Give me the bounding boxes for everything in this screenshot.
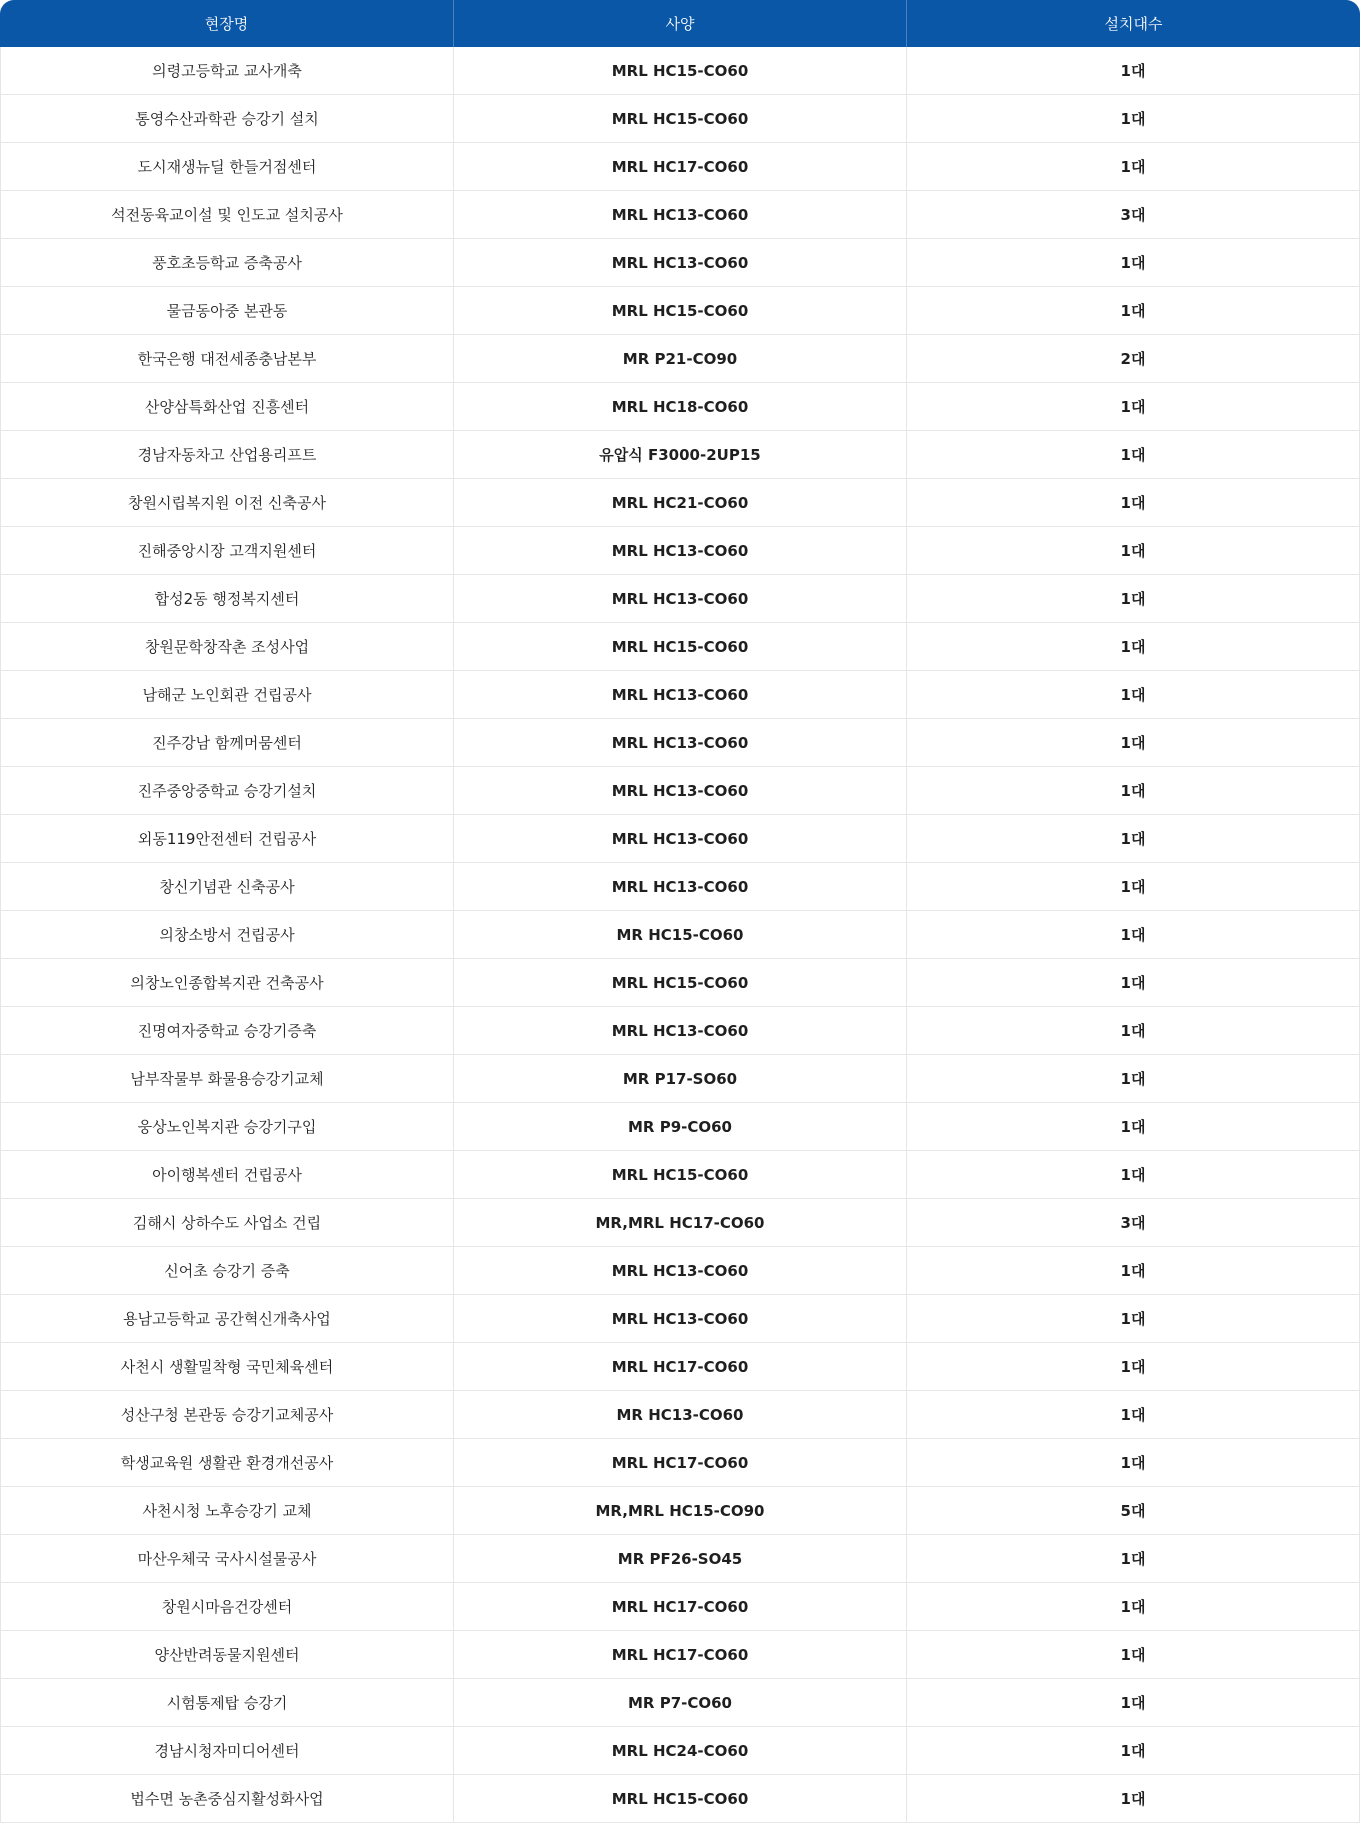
spec-cell: MRL HC13-CO60 [454, 1247, 907, 1295]
site-name-cell: 법수면 농촌중심지활성화사업 [0, 1775, 454, 1823]
table-row [0, 1343, 1360, 1391]
install-count-cell: 1대 [907, 1007, 1360, 1055]
site-name-cell: 시험통제탑 승강기 [0, 1679, 454, 1727]
site-name-cell: 의창소방서 건립공사 [0, 911, 454, 959]
site-name-cell: 창원시마음건강센터 [0, 1583, 454, 1631]
spec-cell: MRL HC17-CO60 [454, 1343, 907, 1391]
site-name-cell: 합성2동 행정복지센터 [0, 575, 454, 623]
spec-cell: MR,MRL HC15-CO90 [454, 1487, 907, 1535]
table-row [0, 815, 1360, 863]
install-count-cell: 1대 [907, 1583, 1360, 1631]
site-name-cell: 남해군 노인회관 건립공사 [0, 671, 454, 719]
table-row [0, 335, 1360, 383]
table-header [0, 0, 1360, 47]
site-name-cell: 석전동육교이설 및 인도교 설치공사 [0, 191, 454, 239]
table-row [0, 911, 1360, 959]
install-count-cell: 1대 [907, 479, 1360, 527]
header-site-name: 현장명 [0, 0, 454, 47]
install-count-cell: 1대 [907, 863, 1360, 911]
table-row [0, 1199, 1360, 1247]
install-count-cell: 1대 [907, 143, 1360, 191]
table-row [0, 1679, 1360, 1727]
site-name-cell: 산양삼특화산업 진흥센터 [0, 383, 454, 431]
site-name-cell: 풍호초등학교 증축공사 [0, 239, 454, 287]
table-row [0, 1295, 1360, 1343]
site-name-cell: 학생교육원 생활관 환경개선공사 [0, 1439, 454, 1487]
spec-cell: MR P21-CO90 [454, 335, 907, 383]
site-name-cell: 외동119안전센터 건립공사 [0, 815, 454, 863]
spec-cell: MRL HC13-CO60 [454, 767, 907, 815]
install-count-cell: 2대 [907, 335, 1360, 383]
install-count-cell: 1대 [907, 575, 1360, 623]
install-count-cell: 1대 [907, 1295, 1360, 1343]
table-row [0, 1583, 1360, 1631]
table-row [0, 623, 1360, 671]
table-row [0, 671, 1360, 719]
table-row [0, 527, 1360, 575]
spec-cell: MR P7-CO60 [454, 1679, 907, 1727]
site-name-cell: 진주강남 함께머뭄센터 [0, 719, 454, 767]
spec-cell: MRL HC13-CO60 [454, 575, 907, 623]
spec-cell: MRL HC17-CO60 [454, 1439, 907, 1487]
table-row [0, 383, 1360, 431]
site-name-cell: 사천시 생활밀착형 국민체육센터 [0, 1343, 454, 1391]
spec-cell: MR PF26-SO45 [454, 1535, 907, 1583]
table-row [0, 1535, 1360, 1583]
install-count-cell: 1대 [907, 1343, 1360, 1391]
table-row [0, 1151, 1360, 1199]
install-count-cell: 3대 [907, 1199, 1360, 1247]
spec-cell: MRL HC15-CO60 [454, 47, 907, 95]
install-count-cell: 1대 [907, 1679, 1360, 1727]
table-row [0, 47, 1360, 95]
site-name-cell: 경남시청자미디어센터 [0, 1727, 454, 1775]
header-row [0, 0, 1360, 47]
table-row [0, 1055, 1360, 1103]
site-name-cell: 신어초 승강기 증축 [0, 1247, 454, 1295]
site-name-cell: 성산구청 본관동 승강기교체공사 [0, 1391, 454, 1439]
site-name-cell: 통영수산과학관 승강기 설치 [0, 95, 454, 143]
spec-cell: MRL HC15-CO60 [454, 1151, 907, 1199]
spec-cell: MRL HC15-CO60 [454, 287, 907, 335]
install-count-cell: 1대 [907, 527, 1360, 575]
spec-cell: MR HC13-CO60 [454, 1391, 907, 1439]
spec-cell: MRL HC13-CO60 [454, 719, 907, 767]
spec-cell: MRL HC17-CO60 [454, 1631, 907, 1679]
site-name-cell: 진명여자중학교 승강기증축 [0, 1007, 454, 1055]
site-name-cell: 김해시 상하수도 사업소 건립 [0, 1199, 454, 1247]
spec-cell: MRL HC13-CO60 [454, 1007, 907, 1055]
install-count-cell: 1대 [907, 1055, 1360, 1103]
spec-cell: MRL HC15-CO60 [454, 623, 907, 671]
install-count-cell: 1대 [907, 719, 1360, 767]
install-count-cell: 1대 [907, 959, 1360, 1007]
spec-cell: MRL HC17-CO60 [454, 143, 907, 191]
spec-cell: MRL HC15-CO60 [454, 959, 907, 1007]
site-name-cell: 사천시청 노후승강기 교체 [0, 1487, 454, 1535]
site-name-cell: 창원시립복지원 이전 신축공사 [0, 479, 454, 527]
site-name-cell: 마산우체국 국사시설물공사 [0, 1535, 454, 1583]
install-count-cell: 1대 [907, 383, 1360, 431]
spec-cell: MRL HC13-CO60 [454, 527, 907, 575]
table-row [0, 1439, 1360, 1487]
spec-cell: MRL HC13-CO60 [454, 863, 907, 911]
site-name-cell: 창신기념관 신축공사 [0, 863, 454, 911]
site-name-cell: 의창노인종합복지관 건축공사 [0, 959, 454, 1007]
install-count-cell: 1대 [907, 1391, 1360, 1439]
site-name-cell: 경남자동차고 산업용리프트 [0, 431, 454, 479]
spec-cell: MRL HC13-CO60 [454, 1295, 907, 1343]
install-count-cell: 1대 [907, 1247, 1360, 1295]
install-count-cell: 1대 [907, 671, 1360, 719]
install-count-cell: 1대 [907, 1103, 1360, 1151]
table-row [0, 575, 1360, 623]
install-count-cell: 1대 [907, 815, 1360, 863]
spec-cell: MRL HC15-CO60 [454, 1775, 907, 1823]
spec-cell: MRL HC18-CO60 [454, 383, 907, 431]
install-count-cell: 1대 [907, 287, 1360, 335]
table-row [0, 719, 1360, 767]
site-name-cell: 물금동아중 본관동 [0, 287, 454, 335]
table-row [0, 1247, 1360, 1295]
install-count-cell: 1대 [907, 1727, 1360, 1775]
table-row [0, 1103, 1360, 1151]
spec-cell: MRL HC15-CO60 [454, 95, 907, 143]
spec-cell: MR P17-SO60 [454, 1055, 907, 1103]
spec-cell: MR HC15-CO60 [454, 911, 907, 959]
install-count-cell: 1대 [907, 767, 1360, 815]
table-row [0, 1631, 1360, 1679]
table-row [0, 1487, 1360, 1535]
spec-cell: MRL HC13-CO60 [454, 671, 907, 719]
install-count-cell: 1대 [907, 1151, 1360, 1199]
spec-cell: 유압식 F3000-2UP15 [454, 431, 907, 479]
site-name-cell: 의령고등학교 교사개축 [0, 47, 454, 95]
header-spec: 사양 [454, 0, 907, 47]
table-row [0, 1391, 1360, 1439]
header-install-count: 설치대수 [907, 0, 1360, 47]
spec-cell: MRL HC24-CO60 [454, 1727, 907, 1775]
install-count-cell: 1대 [907, 1535, 1360, 1583]
install-count-cell: 1대 [907, 1775, 1360, 1823]
site-name-cell: 창원문학창작촌 조성사업 [0, 623, 454, 671]
site-name-cell: 진주중앙중학교 승강기설치 [0, 767, 454, 815]
site-name-cell: 진해중앙시장 고객지원센터 [0, 527, 454, 575]
table-row [0, 1727, 1360, 1775]
spec-cell: MR,MRL HC17-CO60 [454, 1199, 907, 1247]
table-row [0, 1775, 1360, 1823]
table-row [0, 767, 1360, 815]
table-row [0, 287, 1360, 335]
site-name-cell: 용남고등학교 공간혁신개축사업 [0, 1295, 454, 1343]
install-count-cell: 5대 [907, 1487, 1360, 1535]
install-count-cell: 1대 [907, 623, 1360, 671]
spec-cell: MRL HC13-CO60 [454, 191, 907, 239]
table-row [0, 863, 1360, 911]
install-count-cell: 1대 [907, 47, 1360, 95]
install-count-cell: 1대 [907, 431, 1360, 479]
site-name-cell: 도시재생뉴딜 한들거점센터 [0, 143, 454, 191]
install-count-cell: 1대 [907, 1439, 1360, 1487]
site-name-cell: 남부작물부 화물용승강기교체 [0, 1055, 454, 1103]
table-row [0, 95, 1360, 143]
spec-cell: MRL HC13-CO60 [454, 239, 907, 287]
spec-cell: MR P9-CO60 [454, 1103, 907, 1151]
spec-cell: MRL HC21-CO60 [454, 479, 907, 527]
site-name-cell: 웅상노인복지관 승강기구입 [0, 1103, 454, 1151]
install-count-cell: 3대 [907, 191, 1360, 239]
table-row [0, 143, 1360, 191]
spec-cell: MRL HC17-CO60 [454, 1583, 907, 1631]
table-row [0, 239, 1360, 287]
site-name-cell: 양산반려동물지원센터 [0, 1631, 454, 1679]
site-name-cell: 아이행복센터 건립공사 [0, 1151, 454, 1199]
install-count-cell: 1대 [907, 95, 1360, 143]
table-row [0, 1007, 1360, 1055]
table-row [0, 479, 1360, 527]
install-count-cell: 1대 [907, 911, 1360, 959]
install-count-cell: 1대 [907, 1631, 1360, 1679]
table-row [0, 431, 1360, 479]
table-body [0, 47, 1360, 1823]
table-row [0, 959, 1360, 1007]
install-count-cell: 1대 [907, 239, 1360, 287]
spec-cell: MRL HC13-CO60 [454, 815, 907, 863]
site-name-cell: 한국은행 대전세종충남본부 [0, 335, 454, 383]
table-row [0, 191, 1360, 239]
